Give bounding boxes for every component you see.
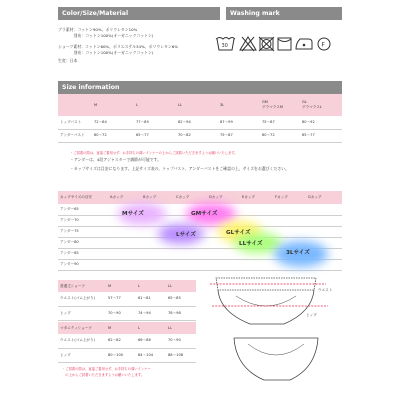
cup-e: Eカップ [240,191,273,204]
bottom-note-2: の上からご試着いただきますようお願いいたします。 [62,373,145,377]
shorts-maternity-table [58,322,196,363]
cell: 70〜82 [176,129,218,142]
cell: 60〜72 [92,129,134,142]
size-info-header: Size information [58,81,342,94]
cell: 72〜84 [92,116,134,129]
cell: 84〜104 [136,348,166,362]
label-ll-size: LLサイズ [239,241,263,247]
note-fitting: ・ご試着の際は、直接ご着用せず、お手持ちの薄いインナーの上からご試着いただきますようお願いいたします。 [70,151,238,155]
cell: 66〜86 [136,334,166,348]
cup-b: Bカップ [141,191,174,204]
row-label: ウエスト(ゴム上がり) [58,334,106,348]
size-col-gm: GM グラマラスM [260,94,300,116]
cell: 77〜89 [134,116,176,129]
cell: 74〜94 [136,306,166,320]
shorts-col: M [106,322,136,334]
no-tumble-dry-icon [259,37,274,51]
under-70: アンダー70 [58,215,108,226]
cell: 80〜92 [300,116,342,129]
shorts-regular-title: 普通丈ショーツ [58,280,106,292]
material-line-5: 別布：コットン100%(オーガニックコットン) [58,50,154,55]
cell: 70〜90 [166,334,196,348]
under-75: アンダー75 [58,226,108,237]
under-85: アンダー85 [58,248,108,259]
cell: 60〜72 [260,129,300,142]
label-m-size: Mサイズ [122,211,144,217]
cell: 88〜108 [166,348,196,362]
no-bleach-icon [240,37,256,51]
wash-tub-30-icon [216,38,235,51]
washing-icons [214,33,338,55]
label-gl-size: GLサイズ [226,230,251,236]
cell: 61〜81 [136,292,166,306]
size-col-l: L [134,94,176,116]
note-adjuster: ・アンダーは、4段アジャスターで調節が可能です。 [70,157,162,162]
cell: 80〜100 [106,348,136,362]
shorts-col: LL [166,322,196,334]
cup-g: Gカップ [306,191,342,204]
note-cup: ・カップサイズは目安になります。上記サイズ表の、トップバスト、アンダーバストをご確認の上、サイズをお選びください。 [70,166,290,171]
hang-dry-icon [278,38,291,50]
material-header: Color/Size/Material [58,7,220,20]
shorts-col: LL [166,280,196,292]
cell: 65〜77 [134,129,176,142]
size-info-table [58,94,342,143]
svg-text:30: 30 [221,43,228,49]
cell: 75〜87 [218,129,260,142]
cup-d: Dカップ [207,191,240,204]
shorts-maternity-title: マタニティショーツ [58,322,106,334]
size-col-blank [58,94,92,116]
row-label: ヒップ [58,348,106,362]
shorts-regular-table [58,280,196,321]
shorts-col: M [106,280,136,292]
shorts-col: L [136,280,166,292]
row-label: ヒップ [58,306,106,320]
cup-c: Cカップ [174,191,207,204]
cup-chart [58,191,342,271]
dry-clean-icon [318,38,330,50]
row-label: アンダーバスト [58,129,92,142]
label-l-size: Lサイズ [176,232,196,238]
row-label: ウエスト(ゴム上がり) [58,292,106,306]
cell: 65〜77 [300,129,342,142]
material-line-2: 別布：コットン100%(オーガニックコットン) [58,33,154,38]
shorts-diagram [206,272,342,390]
label-gm-size: GMサイズ [191,211,218,217]
size-col-gl: GL グラマラスL [300,94,342,116]
material-line-1: ブラ素材：コットン90%、ポリウレタン10% [58,27,138,32]
material-line-6: 生産：日本 [58,58,78,63]
cell: 62〜82 [106,334,136,348]
material-line-4: ショーツ素材：コットン60%、ポリエステル34%、ポリウレタン6% [58,44,178,49]
under-65: アンダー65 [58,204,108,215]
cell: 82〜94 [176,116,218,129]
cell: 75〜87 [260,116,300,129]
cell: 70〜90 [106,306,136,320]
cell: 57〜77 [106,292,136,306]
diagram-hip-label: ヒップ [306,313,317,317]
size-col-m: M [92,94,134,116]
cell: 78〜98 [166,306,196,320]
size-col-3l: 3L [218,94,260,116]
cup-a: Aカップ [108,191,141,204]
diagram-waist-label: ウエスト [318,288,333,292]
row-label: トップバスト [58,116,92,129]
shorts-col: L [136,322,166,334]
label-3l-size: 3Lサイズ [286,250,310,256]
cup-corner: カップサイズの目安 [58,191,108,204]
iron-low-icon [296,39,312,49]
svg-text:F: F [321,41,325,49]
cup-f: Fカップ [273,191,306,204]
under-90: アンダー90 [58,259,108,270]
washing-header: Washing mark [226,7,342,20]
cell: 87〜99 [218,116,260,129]
under-80: アンダー80 [58,237,108,248]
bottom-note-1: ・ご試着の際は、直接ご着用せず、お手持ちの薄いインナー [62,367,151,371]
size-col-ll: LL [176,94,218,116]
cell: 65〜85 [166,292,196,306]
